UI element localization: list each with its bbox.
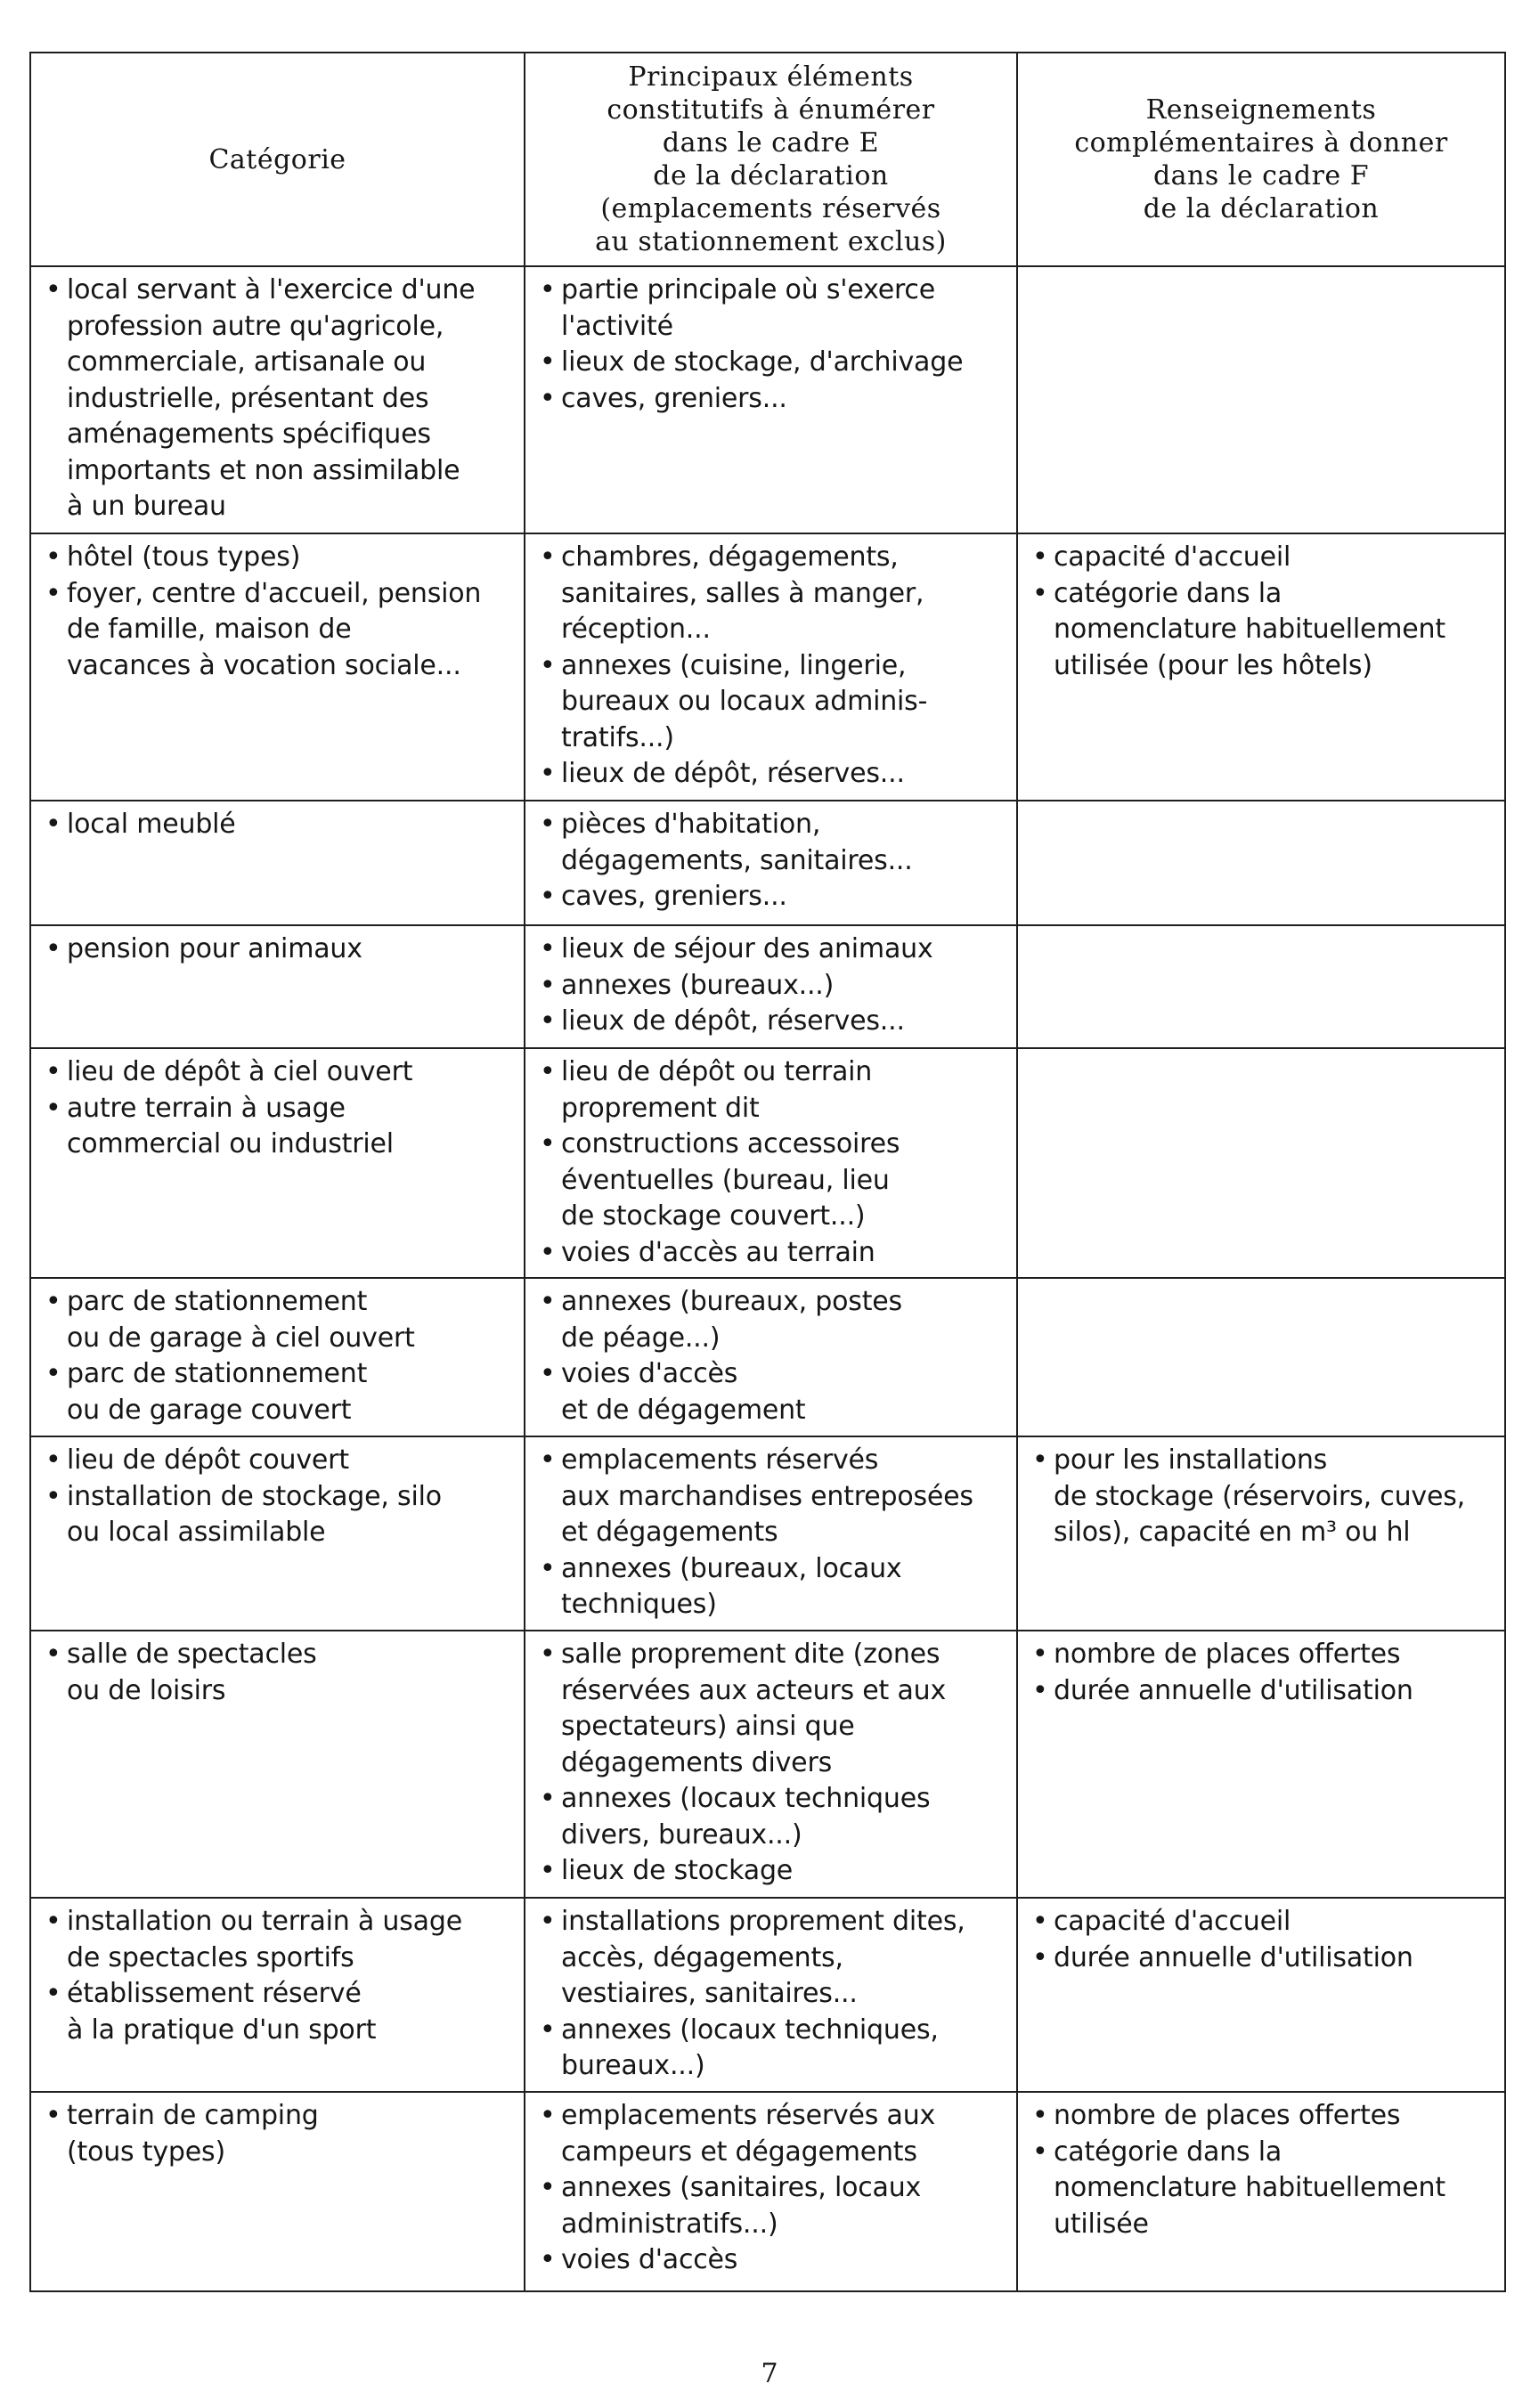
header-categorie	[30, 53, 525, 266]
item-text: • voies d'accès	[561, 1358, 738, 1389]
item-text: • pension pour animaux	[67, 933, 362, 964]
list-item	[534, 540, 1009, 648]
list-item	[534, 381, 1009, 418]
item-text: • établissement réservé	[67, 1978, 362, 2009]
list-item	[534, 1356, 1009, 1428]
list-item	[534, 1127, 1009, 1235]
item-text: • lieu de dépôt couvert	[67, 1444, 349, 1476]
cell-categorie	[30, 1898, 525, 2092]
list-item	[534, 1235, 1009, 1272]
item-text: • annexes (locaux techniques,	[561, 2013, 939, 2046]
item-text: nomenclature habituellement	[1054, 614, 1445, 645]
header-row	[30, 53, 1505, 266]
list-item	[1027, 1904, 1497, 1940]
list-item	[534, 1284, 1009, 1356]
cell-categorie	[30, 925, 525, 1048]
table-row	[30, 801, 1505, 925]
item-text: silos), capacité en m³ ou hl	[1054, 1517, 1411, 1548]
cell-elements	[525, 2092, 1017, 2291]
item-text: • annexes (cuisine, lingerie,	[561, 649, 907, 681]
list-item	[1027, 1637, 1497, 1673]
list-item	[1027, 576, 1497, 685]
bullet-list	[1027, 1904, 1497, 1976]
list-item	[40, 273, 517, 525]
item-text: • nombre de places offertes	[1054, 1639, 1401, 1670]
list-item	[534, 2242, 1009, 2279]
item-text: éventuelles (bureau, lieu	[561, 1164, 890, 1196]
item-text: • pièces d'habitation,	[561, 809, 821, 840]
item-text: réception...	[561, 614, 711, 645]
list-item	[534, 2013, 1009, 2085]
list-item	[534, 648, 1009, 757]
item-text: ou local assimilable	[67, 1517, 326, 1548]
cell-elements	[525, 1048, 1017, 1278]
item-text: • parc de stationnement	[67, 1358, 368, 1389]
list-item	[1027, 540, 1497, 576]
table-body	[30, 266, 1505, 2291]
cell-renseignements	[1017, 1048, 1505, 1278]
item-text: • foyer, centre d'accueil, pension	[67, 577, 482, 609]
list-item	[40, 807, 517, 843]
list-item	[534, 756, 1009, 793]
header-line: Renseignements	[1145, 94, 1377, 126]
page-number: 7	[761, 2358, 778, 2389]
cell-elements	[525, 1436, 1017, 1631]
cell-categorie	[30, 2092, 525, 2291]
item-text: utilisée (pour les hôtels)	[1054, 649, 1372, 681]
item-text: importants et non assimilable	[67, 454, 460, 486]
item-text: • capacité d'accueil	[1054, 1906, 1291, 1937]
bullet-list	[534, 1637, 1009, 1890]
list-item	[40, 540, 517, 576]
cell-categorie	[30, 801, 525, 925]
bullet-list	[534, 1284, 1009, 1428]
item-text: • voies d'accès	[561, 2244, 738, 2275]
bullet-list	[40, 540, 517, 684]
item-text: de famille, maison de	[67, 614, 352, 645]
bullet-list	[534, 1054, 1009, 1271]
item-text: • local servant à l'exercice d'une	[67, 274, 476, 305]
table-row	[30, 533, 1505, 801]
bullet-list	[40, 1637, 517, 1709]
bullet-list	[534, 273, 1009, 417]
table-row	[30, 1631, 1505, 1898]
bullet-list	[40, 807, 517, 843]
bullet-list	[40, 931, 517, 968]
item-text: • voies d'accès au terrain	[561, 1236, 875, 1268]
item-text: • terrain de camping	[67, 2100, 319, 2131]
bullet-list	[534, 931, 1009, 1040]
list-item	[40, 1976, 517, 2048]
item-text: réservées aux acteurs et aux	[561, 1674, 946, 1706]
list-item	[534, 1443, 1009, 1551]
declaration-table	[29, 52, 1506, 2292]
header-line: constitutifs à énumérer	[607, 94, 935, 126]
item-text: • emplacements réservés	[561, 1444, 879, 1476]
cell-elements	[525, 801, 1017, 925]
item-text: • durée annuelle d'utilisation	[1054, 1674, 1413, 1706]
list-item	[40, 1443, 517, 1479]
cell-renseignements	[1017, 533, 1505, 801]
item-text: • catégorie dans la	[1054, 2135, 1282, 2168]
item-text: ou de loisirs	[67, 1674, 226, 1706]
item-text: bureaux...)	[561, 2050, 705, 2081]
bullet-list	[534, 2098, 1009, 2279]
header-line: dans le cadre E	[662, 127, 880, 159]
item-text: (tous types)	[67, 2135, 225, 2168]
item-text: accès, dégagements,	[561, 1941, 843, 1973]
item-text: • lieux de dépôt, réserves...	[561, 758, 905, 789]
item-text: • salle de spectacles	[67, 1639, 317, 1670]
item-text: vestiaires, sanitaires...	[561, 1978, 858, 2009]
item-text: • durée annuelle d'utilisation	[1054, 1941, 1413, 1973]
item-text: • installation ou terrain à usage	[67, 1906, 462, 1937]
list-item	[40, 1091, 517, 1163]
item-text: • annexes (bureaux, locaux	[561, 1552, 902, 1584]
list-item	[534, 273, 1009, 345]
list-item	[534, 2170, 1009, 2242]
list-item	[1027, 1443, 1497, 1551]
bullet-list	[40, 1054, 517, 1163]
item-text: aménagements spécifiques	[67, 419, 431, 450]
cell-categorie	[30, 266, 525, 533]
header-line: au stationnement exclus)	[595, 226, 947, 257]
item-text: profession autre qu'agricole,	[67, 310, 444, 342]
list-item	[1027, 2135, 1497, 2243]
table-row	[30, 925, 1505, 1048]
cell-renseignements	[1017, 266, 1505, 533]
list-item	[40, 1479, 517, 1551]
list-item	[40, 1284, 517, 1356]
item-text: tratifs...)	[561, 721, 674, 753]
item-text: • hôtel (tous types)	[67, 541, 301, 573]
list-item	[534, 1853, 1009, 1890]
item-text: • parc de stationnement	[67, 1286, 368, 1317]
item-text: de spectacles sportifs	[67, 1941, 354, 1973]
item-text: ou de garage couvert	[67, 1394, 352, 1426]
item-text: • partie principale où s'exerce	[561, 274, 935, 305]
list-item	[534, 879, 1009, 915]
item-text: • capacité d'accueil	[1054, 541, 1291, 573]
bullet-list	[534, 1904, 1009, 2085]
header-renseignements-cadre-f	[1017, 53, 1505, 266]
item-text: sanitaires, salles à manger,	[561, 577, 924, 609]
item-text: • annexes (locaux techniques	[561, 1783, 931, 1814]
list-item	[534, 2098, 1009, 2170]
header-line: complémentaires à donner	[1074, 127, 1448, 159]
list-item	[40, 2098, 517, 2170]
header-elements-cadre-e	[525, 53, 1017, 266]
list-item	[40, 931, 517, 968]
item-text: • local meublé	[67, 809, 236, 840]
item-text: • caves, greniers...	[561, 382, 787, 414]
cell-renseignements	[1017, 1898, 1505, 2092]
header-line: (emplacements réservés	[600, 193, 941, 224]
item-text: • annexes (bureaux...)	[561, 969, 835, 1001]
bullet-list	[40, 1443, 517, 1551]
table-row	[30, 266, 1505, 533]
cell-renseignements	[1017, 2092, 1505, 2291]
cell-renseignements	[1017, 1631, 1505, 1898]
cell-categorie	[30, 533, 525, 801]
table-row	[30, 1898, 1505, 2092]
list-item	[534, 1551, 1009, 1623]
item-text: • annexes (bureaux, postes	[561, 1286, 902, 1317]
cell-renseignements	[1017, 1278, 1505, 1436]
header-line: dans le cadre F	[1152, 160, 1370, 191]
item-text: utilisée	[1054, 2208, 1149, 2240]
item-text: à un bureau	[67, 491, 226, 522]
item-text: spectateurs) ainsi que	[561, 1711, 855, 1742]
item-text: • lieux de stockage, d'archivage	[561, 346, 964, 378]
cell-renseignements	[1017, 1436, 1505, 1631]
item-text: industrielle, présentant des	[67, 382, 429, 414]
cell-categorie	[30, 1631, 525, 1898]
table-row	[30, 1436, 1505, 1631]
list-item	[1027, 1673, 1497, 1710]
cell-categorie	[30, 1048, 525, 1278]
bullet-list	[1027, 540, 1497, 684]
item-text: et dégagements	[561, 1517, 778, 1548]
list-item	[534, 807, 1009, 879]
bullet-list	[1027, 1443, 1497, 1551]
list-item	[40, 1637, 517, 1709]
item-text: administratifs...)	[561, 2208, 778, 2240]
item-text: dégagements divers	[561, 1746, 833, 1778]
list-item	[534, 931, 1009, 968]
bullet-list	[534, 1443, 1009, 1623]
item-text: dégagements, sanitaires...	[561, 844, 913, 876]
cell-elements	[525, 1278, 1017, 1436]
bullet-list	[40, 1284, 517, 1428]
item-text: • lieu de dépôt ou terrain	[561, 1056, 873, 1087]
list-item	[534, 1004, 1009, 1040]
item-text: nomenclature habituellement	[1054, 2172, 1445, 2203]
item-text: l'activité	[561, 310, 673, 342]
item-text: campeurs et dégagements	[561, 2135, 917, 2168]
list-item	[1027, 2098, 1497, 2135]
list-item	[534, 1781, 1009, 1853]
table-row	[30, 1278, 1505, 1436]
bullet-list	[40, 1904, 517, 2048]
item-text: • lieu de dépôt à ciel ouvert	[67, 1056, 413, 1087]
bullet-list	[534, 540, 1009, 793]
item-text: de stockage (réservoirs, cuves,	[1054, 1480, 1465, 1512]
item-text: • constructions accessoires	[561, 1128, 900, 1159]
item-text: • caves, greniers...	[561, 881, 787, 912]
bullet-list	[1027, 1637, 1497, 1709]
list-item	[534, 1637, 1009, 1781]
item-text: • lieux de séjour des animaux	[561, 933, 933, 964]
item-text: • autre terrain à usage	[67, 1092, 346, 1124]
item-text: • chambres, dégagements,	[561, 541, 899, 573]
item-text: • installations proprement dites,	[561, 1906, 965, 1937]
list-item	[40, 1904, 517, 1976]
cell-elements	[525, 533, 1017, 801]
cell-categorie	[30, 1278, 525, 1436]
item-text: vacances à vocation sociale...	[67, 649, 461, 681]
header-line: Principaux éléments	[628, 61, 914, 93]
bullet-list	[40, 273, 517, 525]
header-line: de la déclaration	[1143, 193, 1380, 224]
list-item	[534, 968, 1009, 1005]
item-text: bureaux ou locaux adminis-	[561, 686, 928, 717]
item-text: • lieux de stockage	[561, 1855, 794, 1886]
item-text: commerciale, artisanale ou	[67, 346, 427, 378]
list-item	[40, 1356, 517, 1428]
item-text: • salle proprement dite (zones	[561, 1639, 940, 1670]
item-text: • pour les installations	[1054, 1444, 1328, 1476]
list-item	[534, 1904, 1009, 2013]
list-item	[40, 576, 517, 685]
cell-elements	[525, 1898, 1017, 2092]
item-text: • catégorie dans la	[1054, 577, 1282, 609]
item-text: • lieux de dépôt, réserves...	[561, 1005, 905, 1037]
cell-elements	[525, 1631, 1017, 1898]
bullet-list	[1027, 2098, 1497, 2242]
item-text: de péage...)	[561, 1322, 721, 1354]
cell-categorie	[30, 1436, 525, 1631]
item-text: techniques)	[561, 1589, 717, 1620]
list-item	[40, 1054, 517, 1091]
cell-renseignements	[1017, 925, 1505, 1048]
item-text: à la pratique d'un sport	[67, 2013, 377, 2046]
table-row	[30, 2092, 1505, 2291]
bullet-list	[40, 2098, 517, 2170]
list-item	[534, 345, 1009, 381]
item-text: ou de garage à ciel ouvert	[67, 1322, 415, 1354]
item-text: • emplacements réservés aux	[561, 2100, 936, 2131]
item-text: de stockage couvert...)	[561, 1200, 866, 1232]
item-text: et de dégagement	[561, 1394, 806, 1426]
item-text: commercial ou industriel	[67, 1128, 394, 1159]
item-text: aux marchandises entreposées	[561, 1480, 973, 1512]
item-text: proprement dit	[561, 1092, 760, 1124]
header-line: Catégorie	[208, 143, 346, 175]
cell-renseignements	[1017, 801, 1505, 925]
item-text: • installation de stockage, silo	[67, 1480, 442, 1512]
list-item	[534, 1054, 1009, 1127]
bullet-list	[534, 807, 1009, 915]
item-text: • annexes (sanitaires, locaux	[561, 2172, 922, 2203]
list-item	[1027, 1940, 1497, 1977]
cell-elements	[525, 925, 1017, 1048]
cell-elements	[525, 266, 1017, 533]
header-line: de la déclaration	[653, 160, 889, 191]
item-text: • nombre de places offertes	[1054, 2100, 1401, 2131]
table-row	[30, 1048, 1505, 1278]
item-text: divers, bureaux...)	[561, 1818, 802, 1851]
